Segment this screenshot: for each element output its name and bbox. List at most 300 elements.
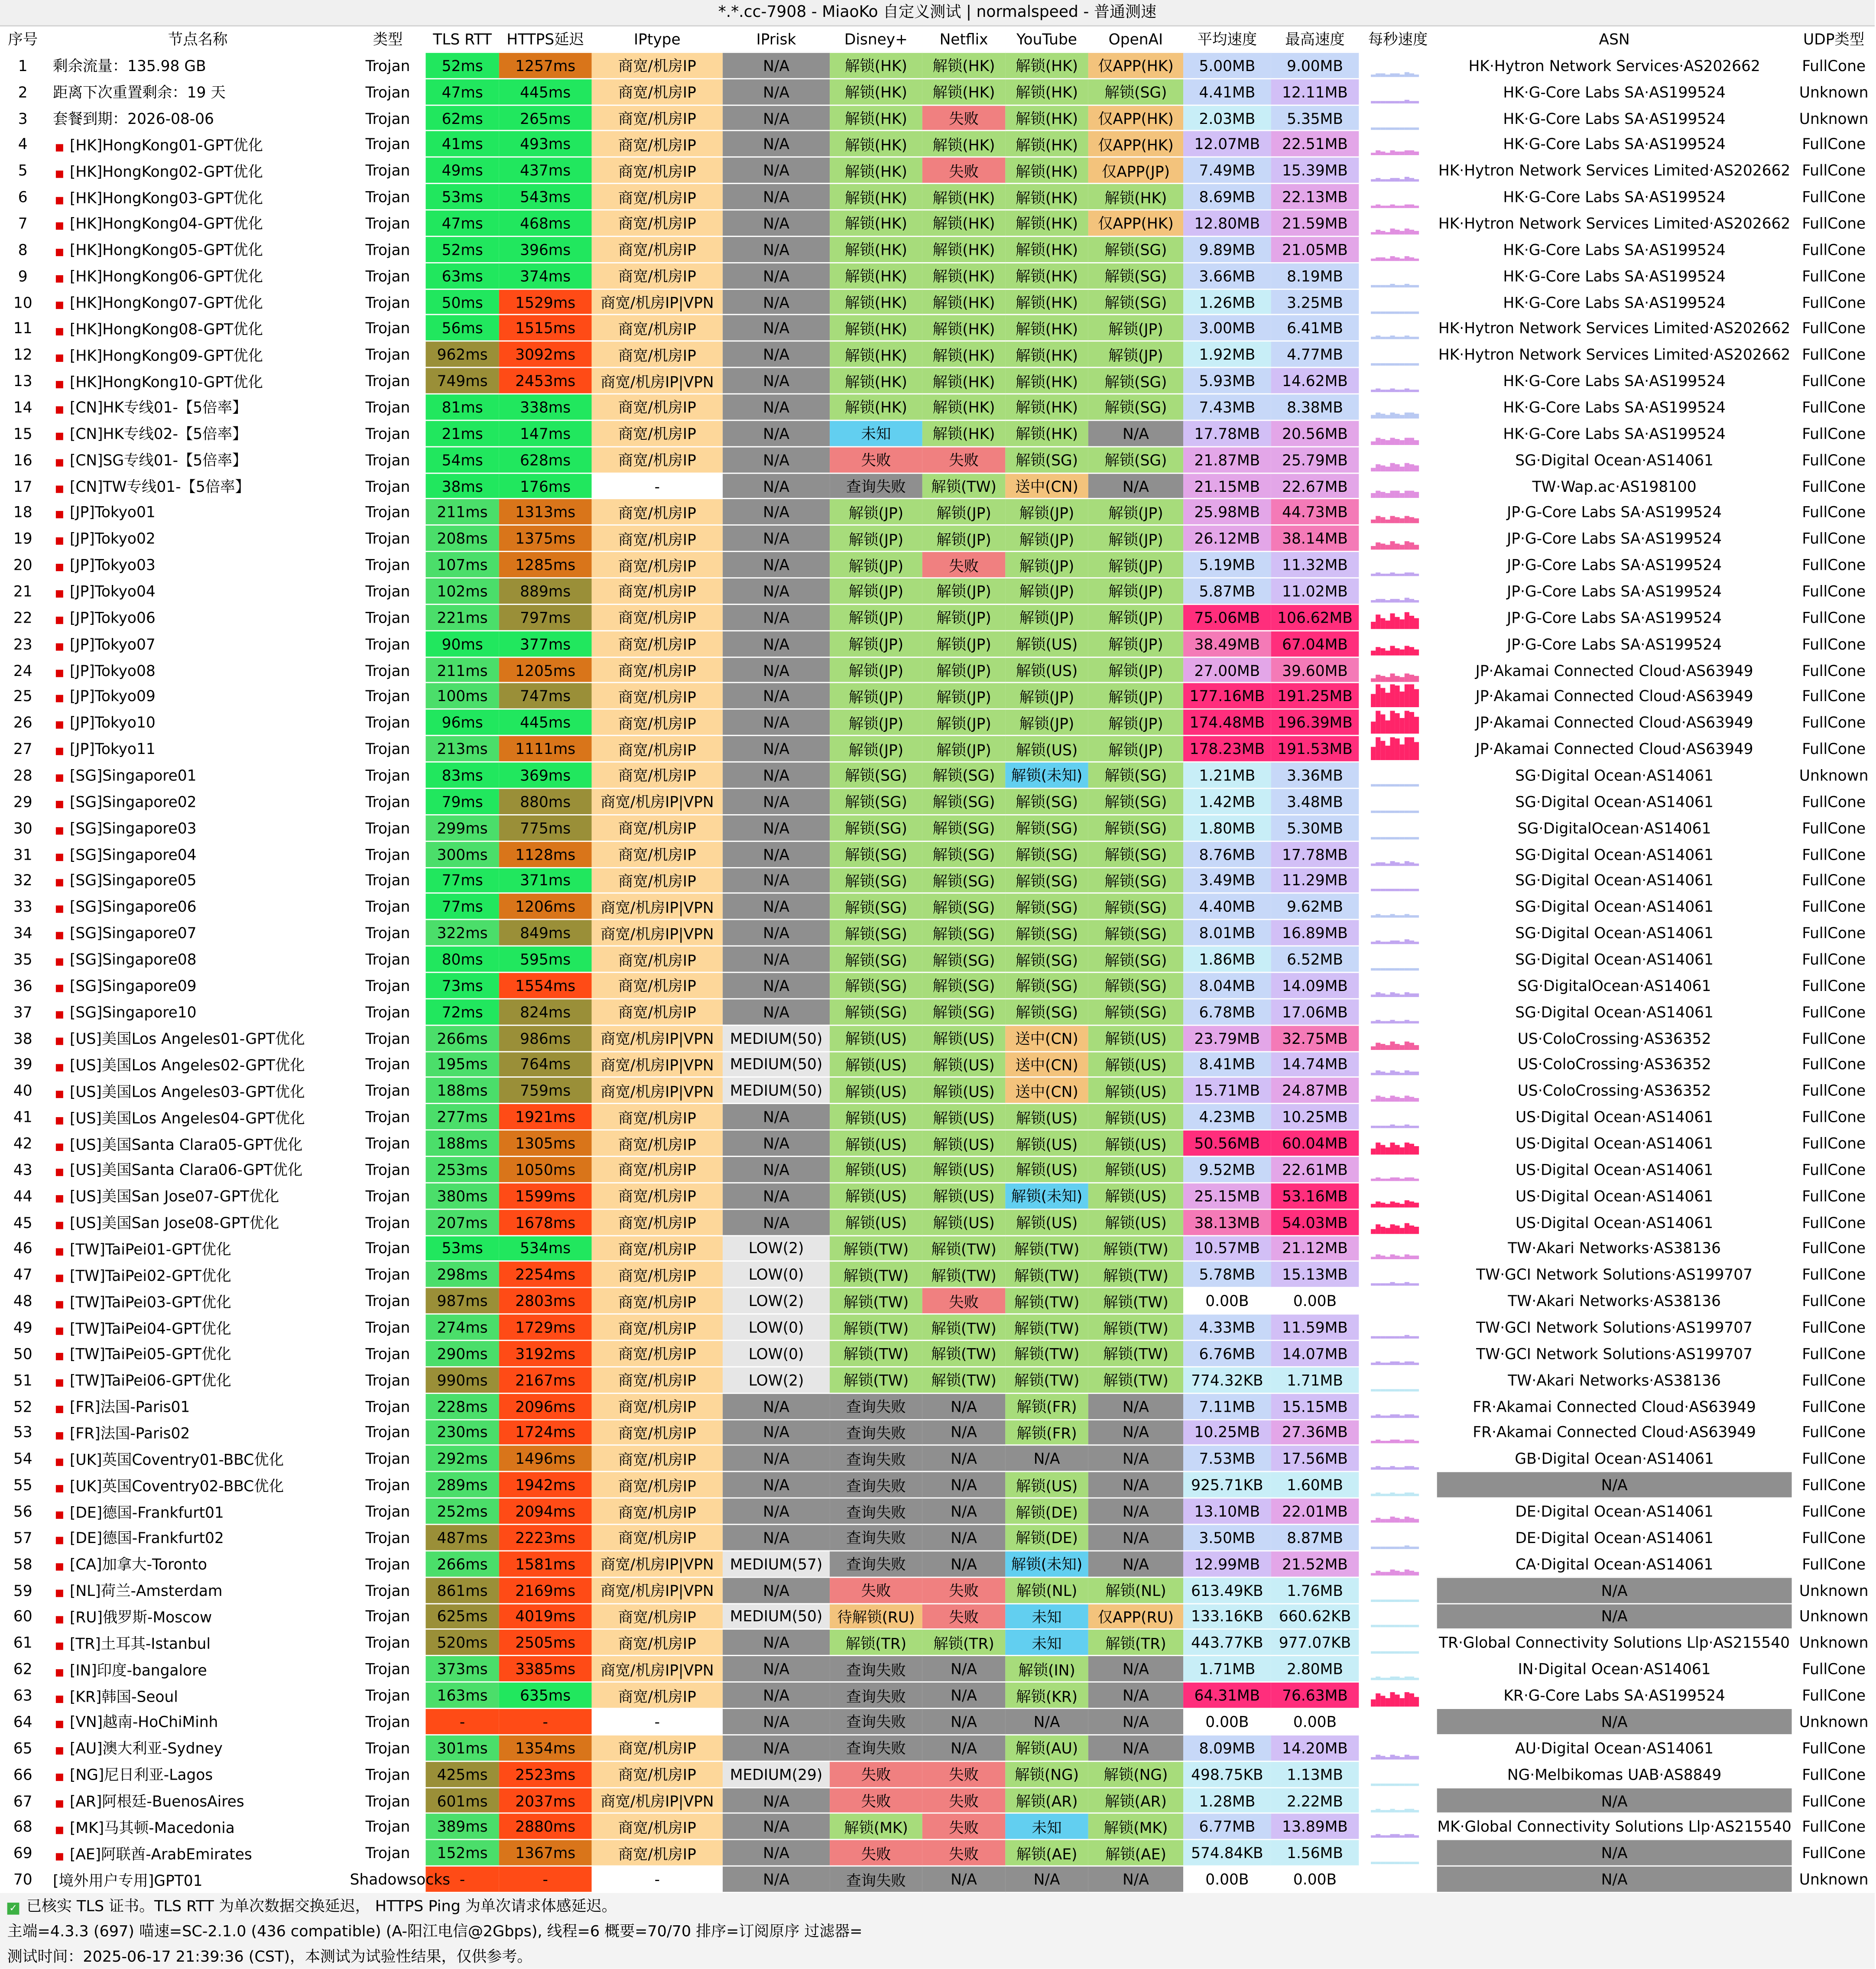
max-speed-cell: [1271, 1104, 1359, 1130]
https-delay-cell: [499, 315, 592, 341]
table-row[interactable]: [0, 894, 1876, 920]
table-row[interactable]: [0, 157, 1876, 184]
udp-type-cell: [1792, 1446, 1876, 1472]
table-row[interactable]: [0, 867, 1876, 894]
tls-rtt-cell-text: 322ms: [437, 923, 488, 942]
table-row[interactable]: [0, 972, 1876, 999]
sparkline-bar: [1371, 1678, 1376, 1680]
iptype-cell: [592, 1761, 723, 1787]
table-row[interactable]: [0, 1866, 1876, 1893]
sparkline-bar: [1400, 364, 1405, 366]
iptype-cell-text: 商宽/机房IP: [618, 688, 696, 706]
iprisk-cell: [723, 1367, 830, 1393]
table-row[interactable]: [0, 815, 1876, 841]
netflix-cell: [922, 131, 1006, 157]
disney-cell-text: 解锁(JP): [848, 688, 904, 706]
table-row[interactable]: [0, 1498, 1876, 1524]
youtube-cell: [1005, 1025, 1088, 1051]
youtube-cell: [1005, 499, 1088, 526]
asn-cell-text: DE·Digital Ocean·AS14061: [1515, 1502, 1714, 1521]
youtube-cell: [1005, 1051, 1088, 1078]
sparkline-bar: [1390, 389, 1395, 392]
node-name-cell: [45, 1498, 350, 1524]
udp-type-cell-text: FullCone: [1802, 1476, 1866, 1494]
flag-icon: ■: [55, 1325, 64, 1336]
youtube-cell: [1005, 1104, 1088, 1130]
max-speed-cell: [1271, 972, 1359, 999]
table-row[interactable]: [0, 1761, 1876, 1787]
flag-icon: ■: [55, 825, 64, 836]
iptype-cell: [592, 394, 723, 420]
sparkline-bar: [1385, 1098, 1390, 1102]
table-row[interactable]: [0, 210, 1876, 236]
avg-speed-cell: [1183, 1261, 1271, 1288]
per-second-speed-cell: [1359, 1183, 1437, 1209]
sparkline-bar: [1395, 1494, 1400, 1497]
disney-cell-text: 解锁(US): [845, 1030, 907, 1048]
iprisk-cell: [723, 1340, 830, 1367]
table-row[interactable]: [0, 1682, 1876, 1709]
table-row[interactable]: [0, 446, 1876, 473]
table-row[interactable]: [0, 1813, 1876, 1840]
disney-cell-text: 失败: [861, 1792, 891, 1810]
openai-cell: [1088, 1472, 1183, 1498]
sparkline-bar: [1380, 837, 1385, 839]
openai-cell-text: 解锁(US): [1105, 1030, 1167, 1048]
type-cell: [350, 1130, 426, 1157]
sparkline-bar: [1395, 1570, 1400, 1575]
table-row[interactable]: [0, 1840, 1876, 1866]
column-header[interactable]: Netflix: [922, 26, 1006, 52]
netflix-cell: [922, 604, 1006, 630]
column-header[interactable]: IPrisk: [723, 26, 830, 52]
table-row[interactable]: [0, 1472, 1876, 1498]
disney-cell-text: 解锁(JP): [848, 609, 904, 627]
table-row[interactable]: [0, 657, 1876, 683]
avg-speed-cell-text: 5.00MB: [1199, 56, 1256, 75]
table-row[interactable]: [0, 1130, 1876, 1157]
sparkline-bar: [1376, 543, 1380, 550]
table-row[interactable]: [0, 1787, 1876, 1814]
node-name-cell-text: [HK]HongKong03-GPT优化: [69, 188, 263, 207]
openai-cell-text: 解锁(TW): [1103, 1319, 1168, 1337]
sparkline-bar: [1414, 1678, 1419, 1680]
tls-rtt-cell: [426, 1340, 499, 1367]
sparkline-bar: [1395, 464, 1400, 471]
type-cell: [350, 1840, 426, 1866]
iprisk-cell-text: N/A: [763, 950, 789, 968]
sparkline-bar: [1380, 810, 1385, 813]
column-header[interactable]: ASN: [1437, 26, 1792, 52]
netflix-cell: [922, 1603, 1006, 1630]
sparkline-bar: [1409, 390, 1414, 393]
netflix-cell: [922, 394, 1006, 420]
table-row[interactable]: [0, 499, 1876, 526]
table-row[interactable]: [0, 841, 1876, 867]
type-cell-text: Trojan: [365, 1712, 410, 1731]
table-row[interactable]: [0, 1709, 1876, 1735]
sparkline-bar: [1409, 1336, 1414, 1339]
flag-icon: ■: [55, 457, 64, 468]
flag-icon: ■: [55, 772, 64, 783]
iptype-cell: [592, 1524, 723, 1551]
sparkline-bar: [1376, 1493, 1380, 1496]
openai-cell: [1088, 998, 1183, 1025]
table-row[interactable]: [0, 78, 1876, 105]
tls-rtt-cell-text: 301ms: [437, 1738, 488, 1757]
node-name-cell-text: [HK]HongKong07-GPT优化: [69, 293, 263, 312]
iprisk-cell-text: N/A: [763, 556, 789, 574]
iptype-cell-text: 商宽/机房IP|VPN: [600, 1660, 714, 1679]
column-header[interactable]: 每秒速度: [1359, 26, 1437, 52]
youtube-cell-text: 解锁(HK): [1016, 214, 1078, 233]
udp-type-cell-text: FullCone: [1802, 950, 1866, 968]
table-row[interactable]: [0, 263, 1876, 289]
table-row[interactable]: [0, 525, 1876, 552]
table-row[interactable]: [0, 236, 1876, 263]
column-header[interactable]: 序号: [0, 26, 45, 52]
flag-icon: ■: [55, 194, 64, 205]
https-delay-cell: [499, 1183, 592, 1209]
iptype-cell: [592, 1314, 723, 1341]
column-header[interactable]: 节点名称: [45, 26, 350, 52]
iptype-cell-text: 商宽/机房IP: [618, 1292, 696, 1311]
avg-speed-cell: [1183, 1709, 1271, 1735]
disney-cell: [830, 1367, 922, 1393]
sparkline-bar: [1376, 1414, 1380, 1417]
table-row[interactable]: [0, 1314, 1876, 1341]
max-speed-cell-text: 1.71MB: [1287, 1371, 1343, 1389]
https-delay-cell-text: 1554ms: [515, 976, 576, 994]
udp-type-cell-text: FullCone: [1802, 135, 1866, 153]
table-row[interactable]: [0, 1577, 1876, 1603]
disney-cell-text: 解锁(HK): [844, 267, 907, 286]
table-row[interactable]: [0, 683, 1876, 709]
flag-icon: ■: [55, 1456, 64, 1467]
check-icon: ✓: [7, 1903, 19, 1915]
column-header[interactable]: HTTPS延迟: [499, 26, 592, 52]
table-row[interactable]: [0, 1288, 1876, 1314]
table-row[interactable]: [0, 709, 1876, 736]
table-row[interactable]: [0, 578, 1876, 604]
avg-speed-cell-text: 9.52MB: [1199, 1160, 1256, 1179]
table-row[interactable]: [0, 1078, 1876, 1104]
max-speed-cell-text: 196.39MB: [1277, 713, 1353, 732]
column-header[interactable]: OpenAI: [1088, 26, 1183, 52]
sparkline-bar: [1405, 1041, 1409, 1049]
iptype-cell: [592, 1735, 723, 1761]
sparkline-bar: [1371, 153, 1376, 156]
avg-speed-cell-text: 574.84KB: [1191, 1844, 1263, 1862]
table-row[interactable]: [0, 289, 1876, 315]
table-row[interactable]: [0, 1551, 1876, 1577]
https-delay-cell: [499, 1446, 592, 1472]
index-cell-text: 7: [18, 214, 28, 232]
sparkline-bar: [1414, 1389, 1419, 1391]
column-header[interactable]: 类型: [350, 26, 426, 52]
youtube-cell-text: 解锁(TW): [1014, 1345, 1080, 1363]
index-cell-text: 11: [13, 319, 32, 338]
sparkline-bar: [1380, 689, 1385, 708]
sparkline-bar: [1400, 1468, 1405, 1470]
asn-cell-text: TW·Akari Networks·AS38136: [1508, 1239, 1721, 1257]
type-cell-text: Trojan: [365, 529, 410, 548]
table-row[interactable]: [0, 998, 1876, 1025]
type-cell-text: Trojan: [365, 687, 410, 705]
column-header[interactable]: TLS RTT: [426, 26, 499, 52]
sparkline-bar: [1395, 1440, 1400, 1444]
node-name-cell: [45, 1261, 350, 1288]
table-row[interactable]: [0, 762, 1876, 788]
column-header[interactable]: 平均速度: [1183, 26, 1271, 52]
avg-speed-cell: [1183, 998, 1271, 1025]
youtube-cell: [1005, 1340, 1088, 1367]
youtube-cell: [1005, 52, 1088, 78]
iptype-cell: [592, 1446, 723, 1472]
netflix-cell-text: 解锁(HK): [932, 267, 995, 286]
type-cell-text: Trojan: [365, 1081, 410, 1100]
flag-icon: ■: [55, 588, 64, 599]
table-row[interactable]: [0, 315, 1876, 341]
index-cell-text: 27: [13, 740, 32, 758]
node-name-cell-text: [US]美国San Jose08-GPT优化: [69, 1213, 279, 1232]
udp-type-cell: [1792, 1183, 1876, 1209]
max-speed-cell-text: 21.52MB: [1282, 1555, 1348, 1573]
max-speed-cell-text: 53.16MB: [1282, 1186, 1348, 1205]
udp-type-cell: [1792, 1472, 1876, 1498]
type-cell-text: Trojan: [365, 503, 410, 521]
avg-speed-cell: [1183, 1209, 1271, 1235]
table-row[interactable]: [0, 1603, 1876, 1630]
sparkline-bar: [1371, 1520, 1376, 1523]
table-row[interactable]: [0, 630, 1876, 657]
iprisk-cell-text: N/A: [763, 82, 789, 101]
column-header[interactable]: UDP类型: [1792, 26, 1876, 52]
sparkline-bar: [1390, 599, 1395, 602]
per-second-speed-cell: [1359, 1367, 1437, 1393]
disney-cell: [830, 105, 922, 131]
sparkline-bar: [1385, 1073, 1390, 1076]
avg-speed-cell: [1183, 263, 1271, 289]
sparkline-bar: [1390, 1755, 1395, 1759]
table-row[interactable]: [0, 1393, 1876, 1420]
type-cell: [350, 1813, 426, 1840]
table-row[interactable]: [0, 394, 1876, 420]
sparkline-bar: [1405, 673, 1409, 681]
udp-type-cell: [1792, 473, 1876, 499]
tls-rtt-cell-text: 292ms: [437, 1449, 488, 1468]
index-cell: [0, 1130, 45, 1157]
table-row[interactable]: [0, 1419, 1876, 1446]
https-delay-cell-text: 1678ms: [515, 1213, 576, 1231]
sparkline-bar: [1385, 440, 1390, 445]
https-delay-cell-text: 1313ms: [515, 503, 576, 521]
type-cell: [350, 709, 426, 736]
node-name-cell-text: [CN]SG专线01-【5倍率】: [69, 451, 247, 469]
table-row[interactable]: [0, 1209, 1876, 1235]
sparkline-bar: [1395, 414, 1400, 419]
asn-cell-text: US·Digital Ocean·AS14061: [1516, 1160, 1714, 1179]
table-row[interactable]: [0, 420, 1876, 447]
sparkline-bar: [1376, 517, 1380, 524]
avg-speed-cell-text: 26.12MB: [1194, 529, 1260, 548]
node-name-cell: [45, 946, 350, 972]
iptype-cell: [592, 263, 723, 289]
udp-type-cell: [1792, 1551, 1876, 1577]
type-cell-text: Trojan: [365, 976, 410, 994]
max-speed-cell: [1271, 341, 1359, 368]
type-cell-text: Trojan: [365, 1476, 410, 1494]
table-row[interactable]: [0, 604, 1876, 630]
tls-rtt-cell: [426, 1840, 499, 1866]
sparkline-bar: [1376, 1835, 1380, 1838]
sparkline-bar: [1390, 1071, 1395, 1075]
sparkline-bar: [1409, 1414, 1414, 1417]
table-row[interactable]: [0, 1051, 1876, 1078]
max-speed-cell: [1271, 499, 1359, 526]
table-row[interactable]: [0, 473, 1876, 499]
iptype-cell: [592, 157, 723, 184]
tls-rtt-cell: [426, 1577, 499, 1603]
table-body: [0, 52, 1876, 1892]
sparkline-bar: [1376, 1020, 1380, 1023]
table-row[interactable]: [0, 788, 1876, 815]
netflix-cell: [922, 210, 1006, 236]
netflix-cell-text: 失败: [949, 1608, 979, 1626]
type-cell-text: Trojan: [365, 556, 410, 574]
asn-cell-text: US·Digital Ocean·AS14061: [1516, 1213, 1714, 1231]
sparkline-bar: [1385, 1283, 1390, 1286]
udp-type-cell: [1792, 1866, 1876, 1893]
iprisk-cell: [723, 420, 830, 447]
node-name-cell-text: [US]美国Los Angeles01-GPT优化: [69, 1030, 305, 1048]
sparkline-bar: [1390, 127, 1395, 130]
table-row[interactable]: [0, 184, 1876, 210]
sparkline-bar: [1414, 863, 1419, 866]
table-row[interactable]: [0, 1735, 1876, 1761]
sparkline-bar: [1414, 1697, 1419, 1706]
iptype-cell-text: 商宽/机房IP|VPN: [600, 1030, 714, 1048]
iprisk-cell-text: MEDIUM(57): [730, 1555, 823, 1573]
index-cell-text: 36: [13, 976, 32, 994]
max-speed-cell: [1271, 1314, 1359, 1341]
sparkline-bar: [1390, 283, 1395, 287]
openai-cell: [1088, 788, 1183, 815]
table-row[interactable]: [0, 1235, 1876, 1262]
table-row[interactable]: [0, 1656, 1876, 1682]
type-cell: [350, 1603, 426, 1630]
youtube-cell: [1005, 420, 1088, 447]
iprisk-cell: [723, 604, 830, 630]
openai-cell-text: 解锁(JP): [1108, 346, 1163, 364]
https-delay-cell: [499, 1709, 592, 1735]
avg-speed-cell: [1183, 552, 1271, 578]
sparkline-bar: [1414, 231, 1419, 234]
node-name-cell-text: [FR]法国-Paris02: [69, 1424, 190, 1442]
table-row[interactable]: [0, 736, 1876, 762]
index-cell: [0, 367, 45, 394]
index-cell: [0, 630, 45, 657]
avg-speed-cell: [1183, 1157, 1271, 1183]
per-second-speed-cell: [1359, 131, 1437, 157]
sparkline-bar: [1409, 518, 1414, 524]
table-row[interactable]: [0, 367, 1876, 394]
table-row[interactable]: [0, 131, 1876, 157]
table-row[interactable]: [0, 946, 1876, 972]
index-cell-text: 5: [18, 161, 28, 180]
speed-sparkline: [1359, 842, 1437, 865]
sparkline-bar: [1405, 685, 1409, 708]
table-row[interactable]: [0, 1183, 1876, 1209]
table-row[interactable]: [0, 1630, 1876, 1656]
max-speed-cell-text: 11.32MB: [1282, 556, 1348, 574]
https-delay-cell: [499, 946, 592, 972]
column-header[interactable]: IPtype: [592, 26, 723, 52]
udp-type-cell: [1792, 1577, 1876, 1603]
asn-cell-text: TW·Wap.ac·AS198100: [1532, 477, 1697, 495]
index-cell: [0, 604, 45, 630]
iprisk-cell-text: N/A: [763, 976, 789, 994]
openai-cell-text: 解锁(TW): [1103, 1240, 1168, 1258]
asn-cell-text: SG·Digital Ocean·AS14061: [1515, 897, 1714, 916]
sparkline-bar: [1395, 1145, 1400, 1154]
asn-cell: [1437, 788, 1792, 815]
table-row[interactable]: [0, 1524, 1876, 1551]
column-header[interactable]: Disney+: [830, 26, 922, 52]
table-row[interactable]: [0, 1157, 1876, 1183]
table-row[interactable]: [0, 1261, 1876, 1288]
table-row[interactable]: [0, 1340, 1876, 1367]
netflix-cell: [922, 841, 1006, 867]
openai-cell-text: 解锁(SG): [1104, 951, 1167, 969]
index-cell: [0, 1288, 45, 1314]
iprisk-cell-text: N/A: [763, 1660, 789, 1678]
sparkline-bar: [1380, 127, 1385, 130]
iprisk-cell: [723, 315, 830, 341]
openai-cell-text: 解锁(JP): [1108, 688, 1163, 706]
table-row[interactable]: [0, 1104, 1876, 1130]
asn-cell: [1437, 289, 1792, 315]
table-row[interactable]: [0, 1446, 1876, 1472]
index-cell: [0, 709, 45, 736]
sparkline-bar: [1400, 1441, 1405, 1444]
openai-cell: [1088, 1446, 1183, 1472]
table-row[interactable]: [0, 1367, 1876, 1393]
table-row[interactable]: [0, 341, 1876, 368]
openai-cell: [1088, 1551, 1183, 1577]
max-speed-cell: [1271, 1209, 1359, 1235]
udp-type-cell-text: FullCone: [1802, 819, 1866, 837]
table-row[interactable]: [0, 105, 1876, 131]
table-row[interactable]: [0, 552, 1876, 578]
max-speed-cell-text: 1.56MB: [1287, 1844, 1343, 1862]
column-header[interactable]: YouTube: [1005, 26, 1088, 52]
per-second-speed-cell: [1359, 946, 1437, 972]
table-row[interactable]: [0, 920, 1876, 946]
netflix-cell: [922, 1498, 1006, 1524]
udp-type-cell: [1792, 946, 1876, 972]
asn-cell: [1437, 105, 1792, 131]
per-second-speed-cell: [1359, 1551, 1437, 1577]
table-row[interactable]: [0, 52, 1876, 78]
avg-speed-cell-text: 10.25MB: [1194, 1423, 1260, 1442]
table-row[interactable]: [0, 1025, 1876, 1051]
index-cell-text: 23: [13, 634, 32, 653]
sparkline-bar: [1405, 1545, 1409, 1549]
avg-speed-cell: [1183, 1551, 1271, 1577]
column-header[interactable]: 最高速度: [1271, 26, 1359, 52]
asn-cell-text: N/A: [1601, 1870, 1628, 1888]
